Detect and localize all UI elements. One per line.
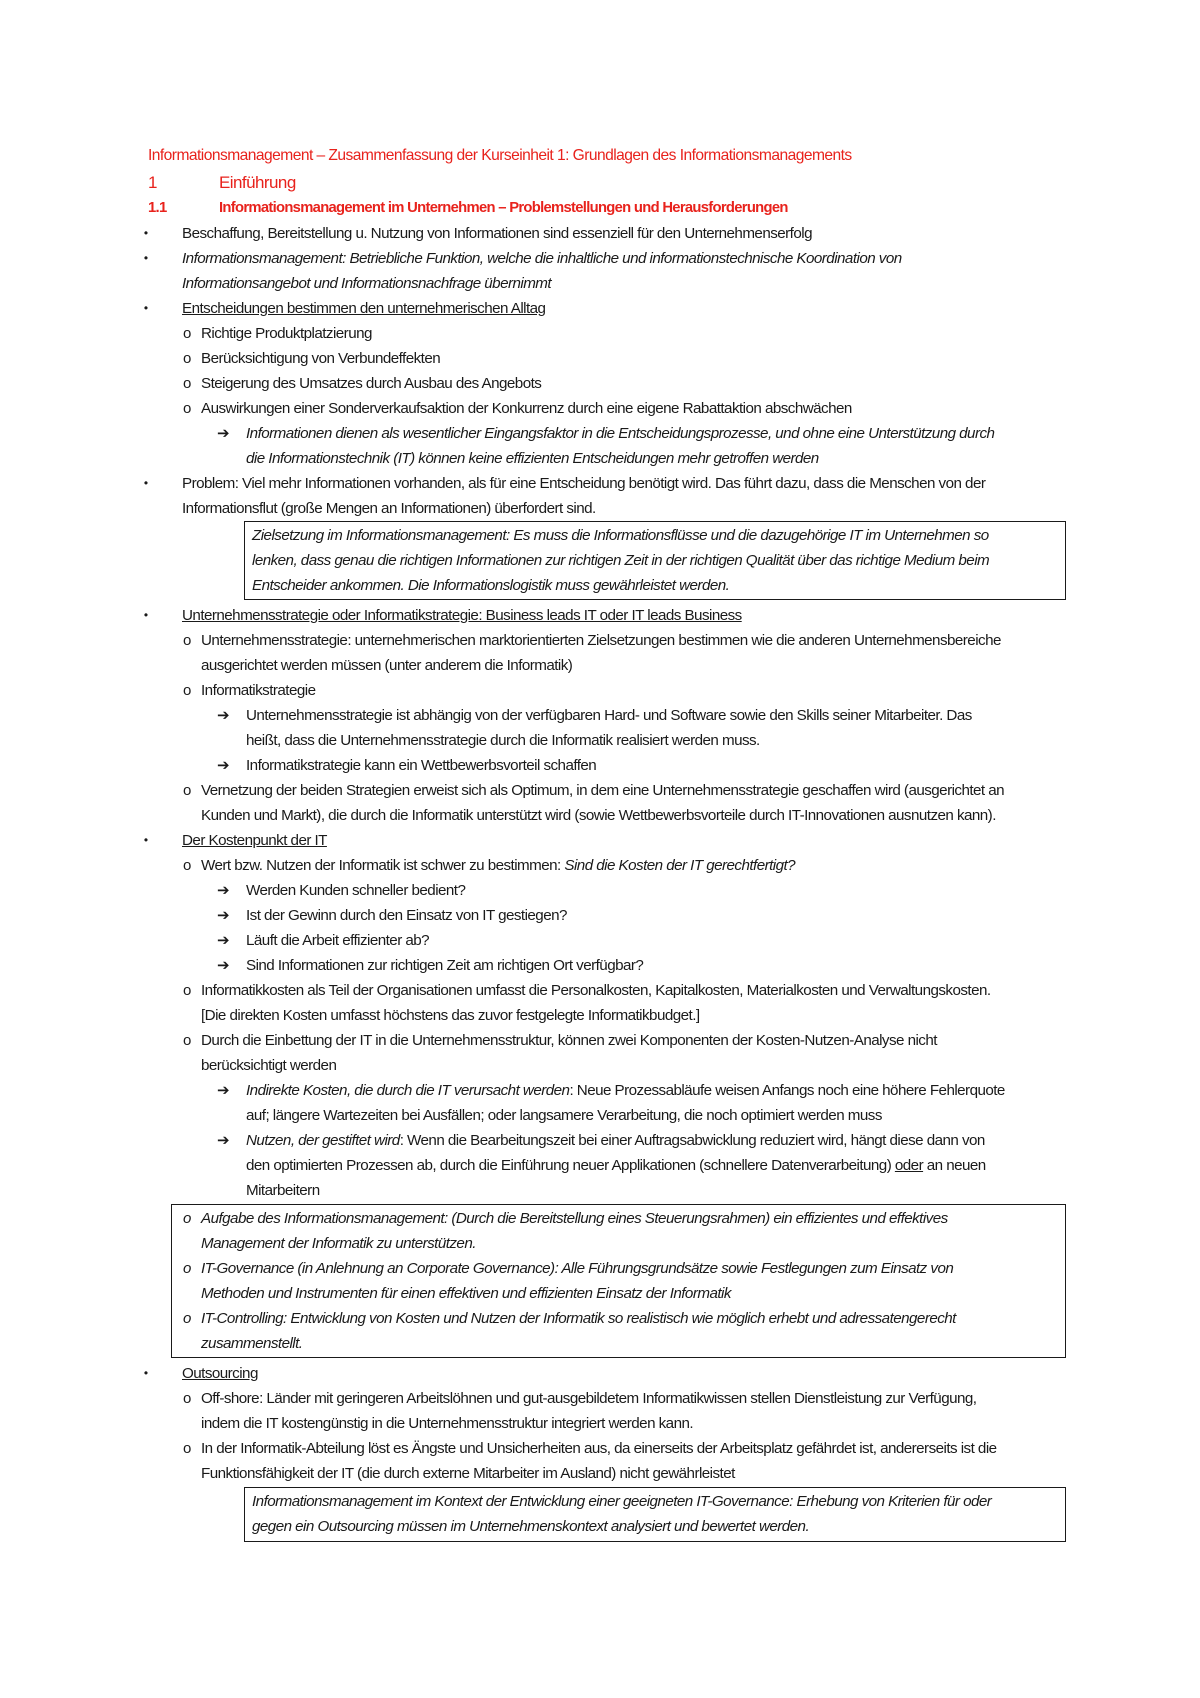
summary-box-line: gegen ein Outsourcing müssen im Unternehmenskontext analysiert und bewertet werden. (252, 1518, 810, 1535)
arrow-icon: ➔ (217, 907, 230, 924)
arrow-text: Ist der Gewinn durch den Einsatz von IT gestiegen? (246, 907, 567, 924)
bullet-marker: • (143, 301, 149, 315)
heading-1-text: Einführung (219, 173, 296, 192)
sub-bullet-text: Steigerung des Umsatzes durch Ausbau des Angebots (201, 375, 542, 392)
arrow-icon: ➔ (217, 1082, 230, 1099)
arrow-text-underlined: oder (894, 1157, 924, 1174)
arrow-text: Läuft die Arbeit effizienter ab? (246, 932, 430, 949)
arrow-text: Unternehmensstrategie ist abhängig von der verfügbaren Hard- und Software sowie den Skills seiner Mitarbeiter. Das (246, 707, 972, 724)
sub-bullet-text-italic: Sind die Kosten der IT gerechtfertigt? (564, 857, 796, 874)
bullet-text: Beschaffung, Bereitstellung u. Nutzung von Informationen sind essenziell für den Unternehmenserfolg (182, 225, 812, 242)
arrow-text: Informatikstrategie kann ein Wettbewerbsvorteil schaffen (246, 757, 597, 774)
sub-bullet-marker: o (183, 632, 192, 649)
sub-bullet-marker: o (183, 350, 192, 367)
arrow-text-plain: den optimierten Prozessen ab, durch die Einführung neuer Applikationen (schnellere Datenverarbeitung) (246, 1157, 895, 1174)
arrow-text (246, 1153, 986, 1178)
arrow-text (246, 1128, 985, 1153)
arrow-icon: ➔ (217, 882, 230, 899)
summary-box-line: IT-Controlling: Entwicklung von Kosten und Nutzen der Informatik so realistisch wie möglich erhebt und adressatengerecht (201, 1310, 956, 1327)
summary-box-line: Aufgabe des Informationsmanagement: (Durch die Bereitstellung eines Steuerungsrahmen) ein effizientes und effektives (201, 1210, 948, 1227)
arrow-text (246, 1078, 1005, 1103)
sub-bullet-marker: o (183, 400, 192, 417)
summary-box-line: Management der Informatik zu unterstützen. (201, 1235, 476, 1252)
heading-2-text: Informationsmanagement im Unternehmen – Problemstellungen und Herausforderungen (219, 200, 788, 216)
sub-bullet-text: Informatikstrategie (201, 682, 316, 699)
sub-bullet-marker: o (183, 982, 192, 999)
definition-line: Informationsangebot und Informationsnachfrage übernimmt (182, 275, 552, 292)
sub-bullet-marker: o (183, 782, 192, 799)
arrow-text-plain: : Neue Prozessabläufe weisen Anfangs noch eine höhere Fehlerquote (569, 1082, 1005, 1099)
arrow-text: Informationen dienen als wesentlicher Eingangsfaktor in die Entscheidungsprozesse, und ohne eine Unterstützung durch (246, 425, 995, 442)
document-title: Informationsmanagement – Zusammenfassung der Kurseinheit 1: Grundlagen des Informationsmanagements (148, 147, 852, 164)
sub-bullet-text: indem die IT kostengünstig in die Unternehmensstruktur integriert werden kann. (201, 1415, 694, 1432)
bullet-text: Informationsflut (große Mengen an Informationen) überfordert sind. (182, 500, 596, 517)
sub-bullet-marker: o (183, 375, 192, 392)
arrow-text-italic: Nutzen, der gestiftet wird (246, 1132, 400, 1149)
arrow-icon: ➔ (217, 932, 230, 949)
arrow-text-italic: Indirekte Kosten, die durch die IT verursacht werden (246, 1082, 570, 1099)
summary-box-line: Methoden und Instrumenten für einen effektiven und effizienten Einsatz der Informatik (201, 1285, 731, 1302)
heading-2-number: 1.1 (148, 200, 167, 216)
sub-bullet-text (201, 853, 795, 878)
sub-bullet-marker: o (183, 325, 192, 342)
arrow-text: Sind Informationen zur richtigen Zeit am richtigen Ort verfügbar? (246, 957, 644, 974)
summary-box-line: lenken, dass genau die richtigen Informationen zur richtigen Zeit in der richtigen Qualität über das richtige Medium beim (252, 552, 990, 569)
sub-bullet-text: ausgerichtet werden müssen (unter anderem die Informatik) (201, 657, 573, 674)
sub-bullet-text: berücksichtigt werden (201, 1057, 337, 1074)
bullet-text: Problem: Viel mehr Informationen vorhanden, als für eine Entscheidung benötigt wird. Das führt dazu, dass die Menschen von der (182, 475, 986, 492)
sub-bullet-marker: o (183, 857, 192, 874)
sub-bullet-marker: o (183, 1390, 192, 1407)
arrow-icon: ➔ (217, 425, 230, 442)
arrow-text: heißt, dass die Unternehmensstrategie durch die Informatik realisiert werden muss. (246, 732, 760, 749)
sub-bullet-text: Unternehmensstrategie: unternehmerischen marktorientierten Zielsetzungen bestimmen wie die anderen Unternehmensbereiche (201, 632, 1001, 649)
bullet-heading: Outsourcing (182, 1365, 258, 1382)
arrow-text: auf; längere Wartezeiten bei Ausfällen; oder langsamere Verarbeitung, die noch optimiert werden muss (246, 1107, 882, 1124)
bullet-marker: • (143, 1366, 149, 1380)
arrow-icon: ➔ (217, 757, 230, 774)
bullet-marker: • (143, 476, 149, 490)
sub-bullet-text: Informatikkosten als Teil der Organisationen umfasst die Personalkosten, Kapitalkosten, Materialkosten und Verwaltungskosten. (201, 982, 991, 999)
bullet-marker: • (143, 251, 149, 265)
sub-bullet-marker: o (183, 1210, 192, 1227)
sub-bullet-text: [Die direkten Kosten umfasst höchstens das zuvor festgelegte Informatikbudget.] (201, 1007, 700, 1024)
arrow-text: Werden Kunden schneller bedient? (246, 882, 466, 899)
bullet-marker: • (143, 608, 149, 622)
summary-box-line: zusammenstellt. (201, 1335, 303, 1352)
sub-bullet-text: In der Informatik-Abteilung löst es Ängste und Unsicherheiten aus, da einerseits der Arbeitsplatz gefährdet ist, andererseits ist die (201, 1440, 997, 1457)
bullet-heading: Der Kostenpunkt der IT (182, 832, 327, 849)
sub-bullet-text: Durch die Einbettung der IT in die Unternehmensstruktur, können zwei Komponenten der Kosten-Nutzen-Analyse nicht (201, 1032, 937, 1049)
bullet-marker: • (143, 226, 149, 240)
sub-bullet-text: Auswirkungen einer Sonderverkaufsaktion der Konkurrenz durch eine eigene Rabattaktion abschwächen (201, 400, 852, 417)
arrow-text-plain: : Wenn die Bearbeitungszeit bei einer Auftragsabwicklung reduziert wird, hängt diese dann von (399, 1132, 985, 1149)
summary-box-line: Entscheider ankommen. Die Informationslogistik muss gewährleistet werden. (252, 577, 730, 594)
bullet-heading: Unternehmensstrategie oder Informatikstrategie: Business leads IT oder IT leads Business (182, 607, 742, 624)
summary-box-line: Informationsmanagement im Kontext der Entwicklung einer geeigneten IT-Governance: Erhebung von Kriterien für oder (252, 1493, 992, 1510)
sub-bullet-marker: o (183, 682, 192, 699)
summary-box-line: IT-Governance (in Anlehnung an Corporate Governance): Alle Führungsgrundsätze sowie Festlegungen zum Einsatz von (201, 1260, 954, 1277)
heading-1-number: 1 (148, 173, 157, 192)
arrow-icon: ➔ (217, 957, 230, 974)
sub-bullet-text-plain: Wert bzw. Nutzen der Informatik ist schwer zu bestimmen: (201, 857, 565, 874)
sub-bullet-marker: o (183, 1260, 192, 1277)
sub-bullet-marker: o (183, 1440, 192, 1457)
summary-box-line: Zielsetzung im Informationsmanagement: Es muss die Informationsflüsse und die dazugehörige IT im Unternehmen so (252, 527, 989, 544)
arrow-text: die Informationstechnik (IT) können keine effizienten Entscheidungen mehr getroffen werden (246, 450, 819, 467)
sub-bullet-text: Berücksichtigung von Verbundeffekten (201, 350, 441, 367)
bullet-heading: Entscheidungen bestimmen den unternehmerischen Alltag (182, 300, 546, 317)
arrow-text-plain: an neuen (923, 1157, 986, 1174)
bullet-marker: • (143, 833, 149, 847)
sub-bullet-marker: o (183, 1310, 192, 1327)
sub-bullet-text: Vernetzung der beiden Strategien erweist sich als Optimum, in dem eine Unternehmensstrategie geschaffen wird (ausgerichtet an (201, 782, 1005, 799)
sub-bullet-text: Kunden und Markt), die durch die Informatik unterstützt wird (sowie Wettbewerbsvorteile durch IT-Innovationen ausnutzen kann). (201, 807, 996, 824)
sub-bullet-marker: o (183, 1032, 192, 1049)
arrow-text: Mitarbeitern (246, 1182, 320, 1199)
sub-bullet-text: Richtige Produktplatzierung (201, 325, 372, 342)
arrow-icon: ➔ (217, 1132, 230, 1149)
sub-bullet-text: Off-shore: Länder mit geringeren Arbeitslöhnen und gut-ausgebildetem Informatikwissen stellen Dienstleistung zur Verfügung, (201, 1390, 977, 1407)
definition-line: Informationsmanagement: Betriebliche Funktion, welche die inhaltliche und informationstechnische Koordination von (182, 250, 902, 267)
arrow-icon: ➔ (217, 707, 230, 724)
sub-bullet-text: Funktionsfähigkeit der IT (die durch externe Mitarbeiter im Ausland) nicht gewährleistet (201, 1465, 735, 1482)
